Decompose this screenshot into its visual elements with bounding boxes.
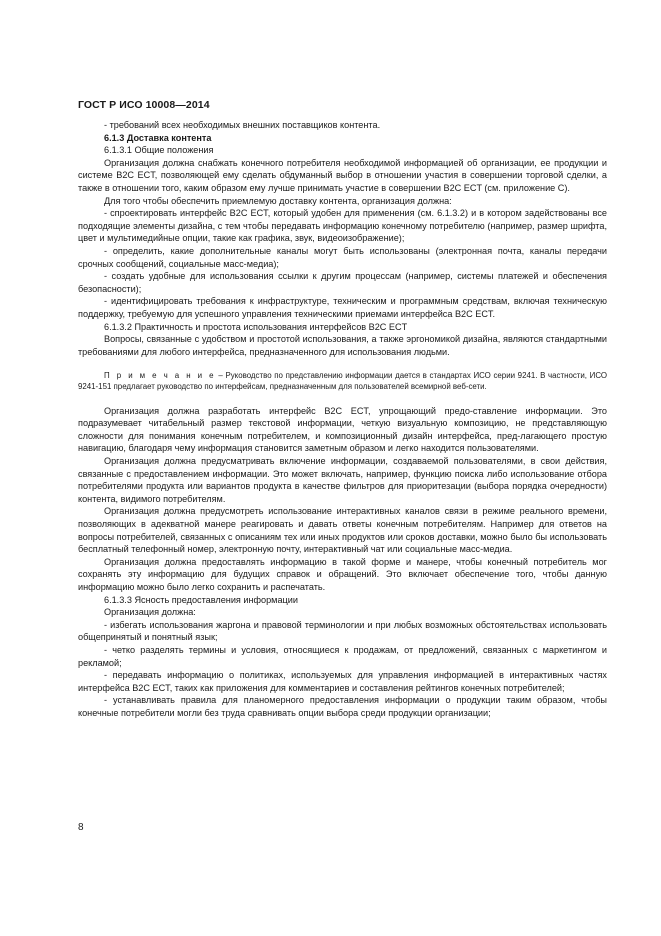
subsection-heading: 6.1.3.1 Общие положения bbox=[104, 145, 214, 156]
list-item: - спроектировать интерфейс B2C ECT, который удобен для применения (см. 6.1.3.2) и в котором задействованы все подходящие элементы дизайна, с тем чтобы передавать информацию конечному потребителю (например, размер шрифта, цвет и мультимедийные опции, такие как графика, звук, видеоизображение); bbox=[78, 208, 607, 244]
list-item: - устанавливать правила для планомерного предоставления информации о продукции таким образом, чтобы конечные потребители могли без труда сравнивать опции выбора среди продукции организации; bbox=[78, 695, 607, 718]
paragraph: Организация должна предусмотреть использование интерактивных каналов связи в режиме реального времени, позволяющих в адекватной манере реагировать и давать ответы конечным потребителям. Например для ответов на вопросы потребителей, связанных с описаниям тех или иных продуктов или сроков доставки, можно было бы использовать бесплатный телефонный номер, электронную почту, интерактивный чат или социальные масс-медиа. bbox=[78, 506, 607, 555]
paragraph: Организация должна снабжать конечного потребителя необходимой информацией об организации, ее продукции и системе B2C ECT, позволяющей ему сделать обдуманный выбор в отношении участия в совершении торговой сделки, а также в отношении того, каким образом ему лучше принимать участие в совершении B2C ECT (см. приложение С). bbox=[78, 157, 607, 193]
paragraph: Для того чтобы обеспечить приемлемую доставку контента, организация должна: bbox=[104, 195, 452, 206]
list-item: - определить, какие дополнительные каналы могут быть использованы (электронная почта, каналы передачи срочных сообщений, социальные масс-медиа); bbox=[78, 245, 607, 269]
document-body bbox=[78, 119, 607, 720]
list-item: - идентифицировать требования к инфраструктуре, техническим и программным средствам, включая техническую поддержку, требуемую для успешного управления техническими приемами интерфейса B2C ECT. bbox=[78, 296, 607, 319]
paragraph: Организация должна предусматривать включение информации, создаваемой пользователями, в свои действия, связанные с предоставлением информации. Это может включать, например, функцию поиска либо использование отбора потребителями продукта или вариантов продукта в качестве фильтров для приоритезации (выбора порядка очередности) контента, видимого потребителям. bbox=[78, 456, 607, 504]
subsection-heading: 6.1.3.2 Практичность и простота использования интерфейсов B2C ECT bbox=[104, 321, 408, 332]
list-item: - передавать информацию о политиках, используемых для управления информацией в интерактивных частях интерфейса B2C ECT, таких как приложения для комментариев и составления рейтингов конечных потребителей; bbox=[78, 670, 607, 693]
note bbox=[78, 370, 607, 392]
paragraph: - требований всех необходимых внешних поставщиков контента. bbox=[104, 120, 381, 130]
list-item: - избегать использования жаргона и правовой терминологии и при любых возможных обстоятельствах использовать общепринятый и понятный язык; bbox=[78, 619, 607, 643]
document-header: ГОСТ Р ИСО 10008—2014 bbox=[78, 99, 210, 111]
list-item: - четко разделять термины и условия, относящиеся к продажам, от предложений, связанных с маркетингом и рекламой; bbox=[78, 644, 607, 668]
paragraph: Организация должна предоставлять информацию в такой форме и манере, чтобы конечный потребитель мог сохранять эту информацию для будущих справок и обращений. Это включает обеспечение того, чтобы данную информацию можно было легко сохранить и распечатать. bbox=[78, 556, 607, 592]
section-heading: 6.1.3 Доставка контента bbox=[104, 132, 212, 143]
paragraph: Организация должна: bbox=[104, 607, 196, 618]
paragraph: Организация должна разработать интерфейс B2C ECT, упрощающий предо-ставление информации. Это подразумевает читабельный размер текстовой информации, четкую визуальную композицию, не представляющую сложности для понимания конечным потребителем, и композиционный дизайн интерфейса, пред-лагающего простую навигацию, благодаря чему информация становится заметным образом и легко находится пользователями. bbox=[78, 405, 607, 454]
note-text: – Руководство по представлению информации дается в стандартах ИСО серии 9241. В частности, ИСО 9241-151 предлагает руководство по интерфейсам, предназначенным для пользователей всемирной веб-сети. bbox=[78, 371, 607, 392]
page-number: 8 bbox=[78, 822, 84, 833]
note-label: П р и м е ч а н и е bbox=[104, 371, 216, 381]
paragraph: Вопросы, связанные с удобством и простотой использования, а также эргономикой дизайна, являются стандартными требованиями для любого интерфейса, предназначенного для использования людьми. bbox=[78, 334, 607, 357]
subsection-heading: 6.1.3.3 Ясность предоставления информации bbox=[104, 594, 298, 605]
list-item: - создать удобные для использования ссылки к другим процессам (например, системы платежей и обеспечения безопасности); bbox=[78, 271, 607, 294]
